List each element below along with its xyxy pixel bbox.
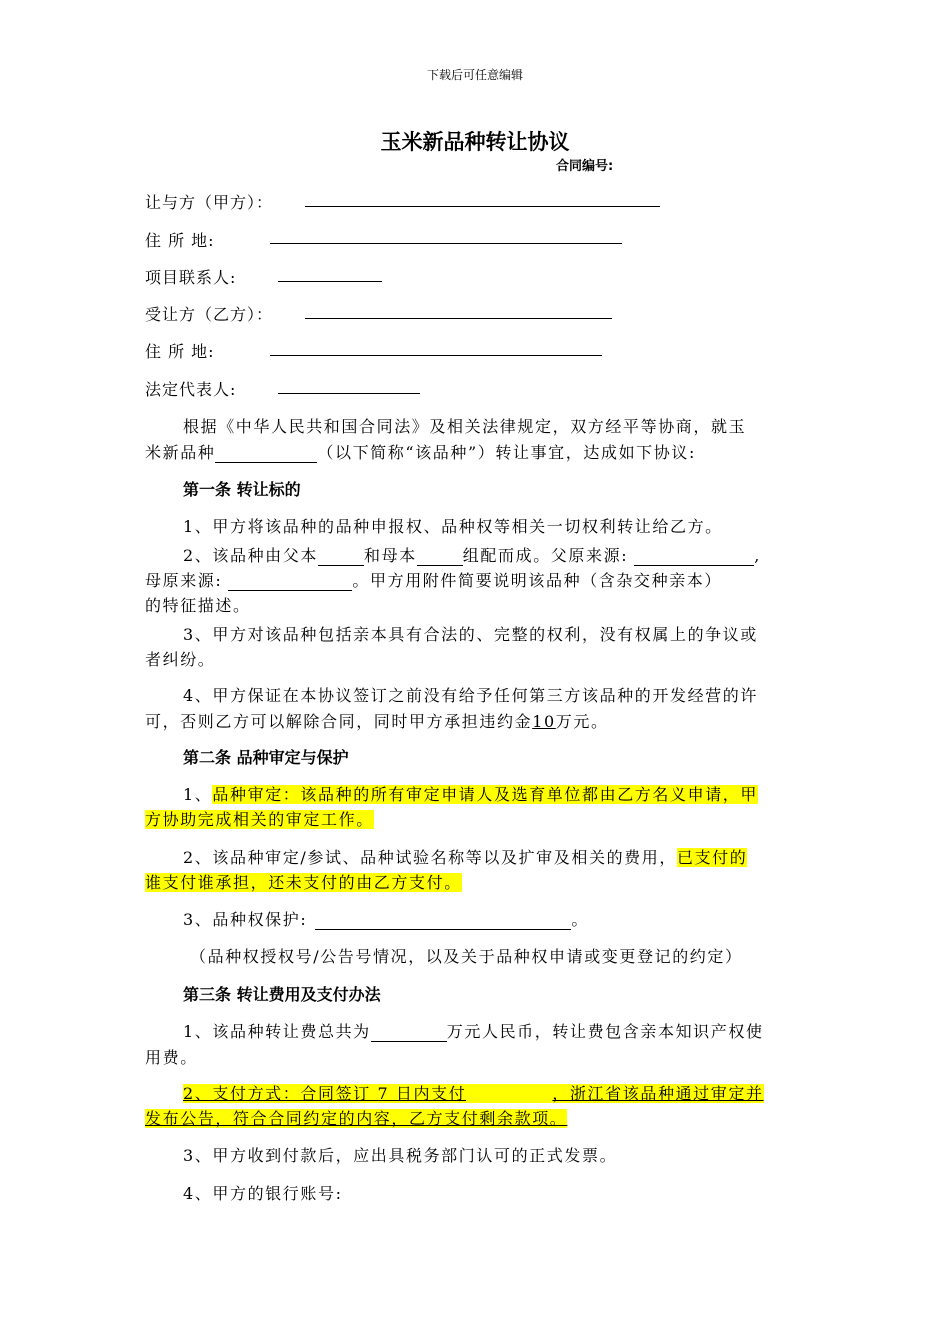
female-origin-blank[interactable] bbox=[228, 571, 352, 591]
intro-line-1: 根据《中华人民共和国合同法》及相关法律规定，双方经平等协商，就玉 bbox=[183, 417, 747, 436]
article-2-heading: 第二条 品种审定与保护 bbox=[183, 748, 349, 767]
contact-label: 项目联系人: bbox=[145, 268, 237, 287]
penalty-amount: 10 bbox=[532, 712, 556, 731]
contact-blank[interactable] bbox=[278, 281, 382, 282]
article-1-p4-line1: 4、甲方保证在本协议签订之前没有给予任何第三方该品种的开发经营的许 bbox=[183, 686, 758, 705]
transferee-label: 受让方（乙方）： bbox=[145, 305, 274, 324]
a3-p1-text-b: 万元人民币，转让费包含亲本知识产权使 bbox=[446, 1022, 764, 1041]
article-3-p3: 3、甲方收到付款后，应出具税务部门认可的正式发票。 bbox=[183, 1146, 618, 1165]
p4-text-b: 可，否则乙方可以解除合同，同时甲方承担违约金 bbox=[145, 712, 533, 731]
article-2-p1-line2 bbox=[145, 807, 374, 830]
p2-text-b: 和母本 bbox=[363, 546, 417, 565]
article-2-p1-line1 bbox=[183, 782, 758, 805]
article-2-p3 bbox=[183, 907, 589, 930]
contract-number-label: 合同编号: bbox=[556, 159, 614, 174]
intro-line-2b: （以下简称“该品种”）转让事宜，达成如下协议: bbox=[317, 443, 696, 462]
article-1-p4-line2 bbox=[145, 709, 609, 732]
a2-p1-highlight-b: 方协助完成相关的审定工作。 bbox=[145, 810, 374, 829]
article-1-p2-line2 bbox=[145, 568, 722, 591]
transfer-fee-blank[interactable] bbox=[371, 1022, 447, 1042]
a3-p2-highlight-a: 2、支付方式：合同签订 7 日内支付 bbox=[183, 1084, 467, 1103]
p2-text-c: 组配而成。父原来源: bbox=[462, 546, 629, 565]
male-origin-blank[interactable] bbox=[634, 546, 754, 566]
article-3-heading: 第三条 转让费用及支付办法 bbox=[183, 985, 381, 1004]
article-1-p3-line1: 3、甲方对该品种包括亲本具有合法的、完整的权利，没有权属上的争议或 bbox=[183, 625, 758, 644]
article-1-p3-line2: 者纠纷。 bbox=[145, 650, 216, 669]
document-title: 玉米新品种转让协议 bbox=[380, 130, 570, 154]
article-1-p2-line1 bbox=[183, 543, 761, 566]
article-1-p2-line3: 的特征描述。 bbox=[145, 596, 251, 615]
p4-text-c: 万元。 bbox=[555, 712, 609, 731]
a2-p1-highlight-a: 品种审定：该品种的所有审定申请人及选育单位都由乙方名义申请，甲 bbox=[212, 785, 758, 804]
a3-p2-highlight-c: 发布公告，符合合同约定的内容，乙方支付剩余款项。 bbox=[145, 1109, 568, 1128]
male-parent-blank[interactable] bbox=[318, 546, 364, 566]
p2-text-e: 母原来源: bbox=[145, 571, 223, 590]
transferee-blank[interactable] bbox=[305, 318, 612, 319]
a2-p2-text-a: 2、该品种审定/参试、品种试验名称等以及扩审及相关的费用， bbox=[183, 848, 677, 867]
article-3-p1-line1 bbox=[183, 1019, 764, 1042]
address1-label: 住 所 地: bbox=[145, 231, 215, 250]
payment-blank[interactable] bbox=[466, 1084, 552, 1103]
article-3-p4: 4、甲方的银行账号: bbox=[183, 1184, 343, 1203]
a2-p3-text-a: 3、品种权保护: bbox=[183, 910, 308, 929]
intro-line-2a: 米新品种 bbox=[145, 443, 216, 462]
article-2-p3-note: （品种权授权号/公告号情况，以及关于品种权申请或变更登记的约定） bbox=[190, 947, 743, 966]
address2-label: 住 所 地: bbox=[145, 342, 215, 361]
p2-text-a: 2、该品种由父本 bbox=[183, 546, 318, 565]
p2-text-f: 。甲方用附件简要说明该品种（含杂交种亲本） bbox=[352, 571, 723, 590]
article-2-p2-line2 bbox=[145, 870, 462, 893]
article-2-p2-line1 bbox=[183, 845, 747, 868]
intro-line-2 bbox=[145, 440, 696, 463]
article-3-p2-line1 bbox=[183, 1081, 764, 1104]
variety-name-blank[interactable] bbox=[215, 443, 317, 463]
legal-rep-blank[interactable] bbox=[278, 393, 420, 394]
variety-protection-blank[interactable] bbox=[315, 910, 571, 930]
article-3-p1-line2: 用费。 bbox=[145, 1048, 198, 1067]
transferor-label: 让与方（甲方）： bbox=[145, 193, 274, 212]
article-1-heading: 第一条 转让标的 bbox=[183, 480, 301, 499]
a2-p1-num: 1、 bbox=[183, 785, 213, 804]
a3-p2-highlight-b: ，浙江省该品种通过审定并 bbox=[552, 1084, 764, 1103]
a2-p2-highlight-b: 谁支付谁承担，还未支付的由乙方支付。 bbox=[145, 873, 462, 892]
address1-blank[interactable] bbox=[270, 243, 622, 244]
a2-p3-text-b: 。 bbox=[571, 910, 589, 929]
header-note: 下载后可任意编辑 bbox=[426, 68, 523, 82]
address2-blank[interactable] bbox=[270, 355, 602, 356]
transferor-blank[interactable] bbox=[305, 206, 660, 207]
p2-text-d: , bbox=[754, 546, 761, 565]
legal-rep-label: 法定代表人: bbox=[145, 380, 237, 399]
female-parent-blank[interactable] bbox=[417, 546, 463, 566]
a2-p2-highlight: 已支付的 bbox=[676, 848, 748, 867]
a3-p1-text-a: 1、该品种转让费总共为 bbox=[183, 1022, 371, 1041]
article-3-p2-line2 bbox=[145, 1106, 567, 1129]
article-1-p1: 1、甲方将该品种的品种申报权、品种权等相关一切权利转让给乙方。 bbox=[183, 517, 723, 536]
